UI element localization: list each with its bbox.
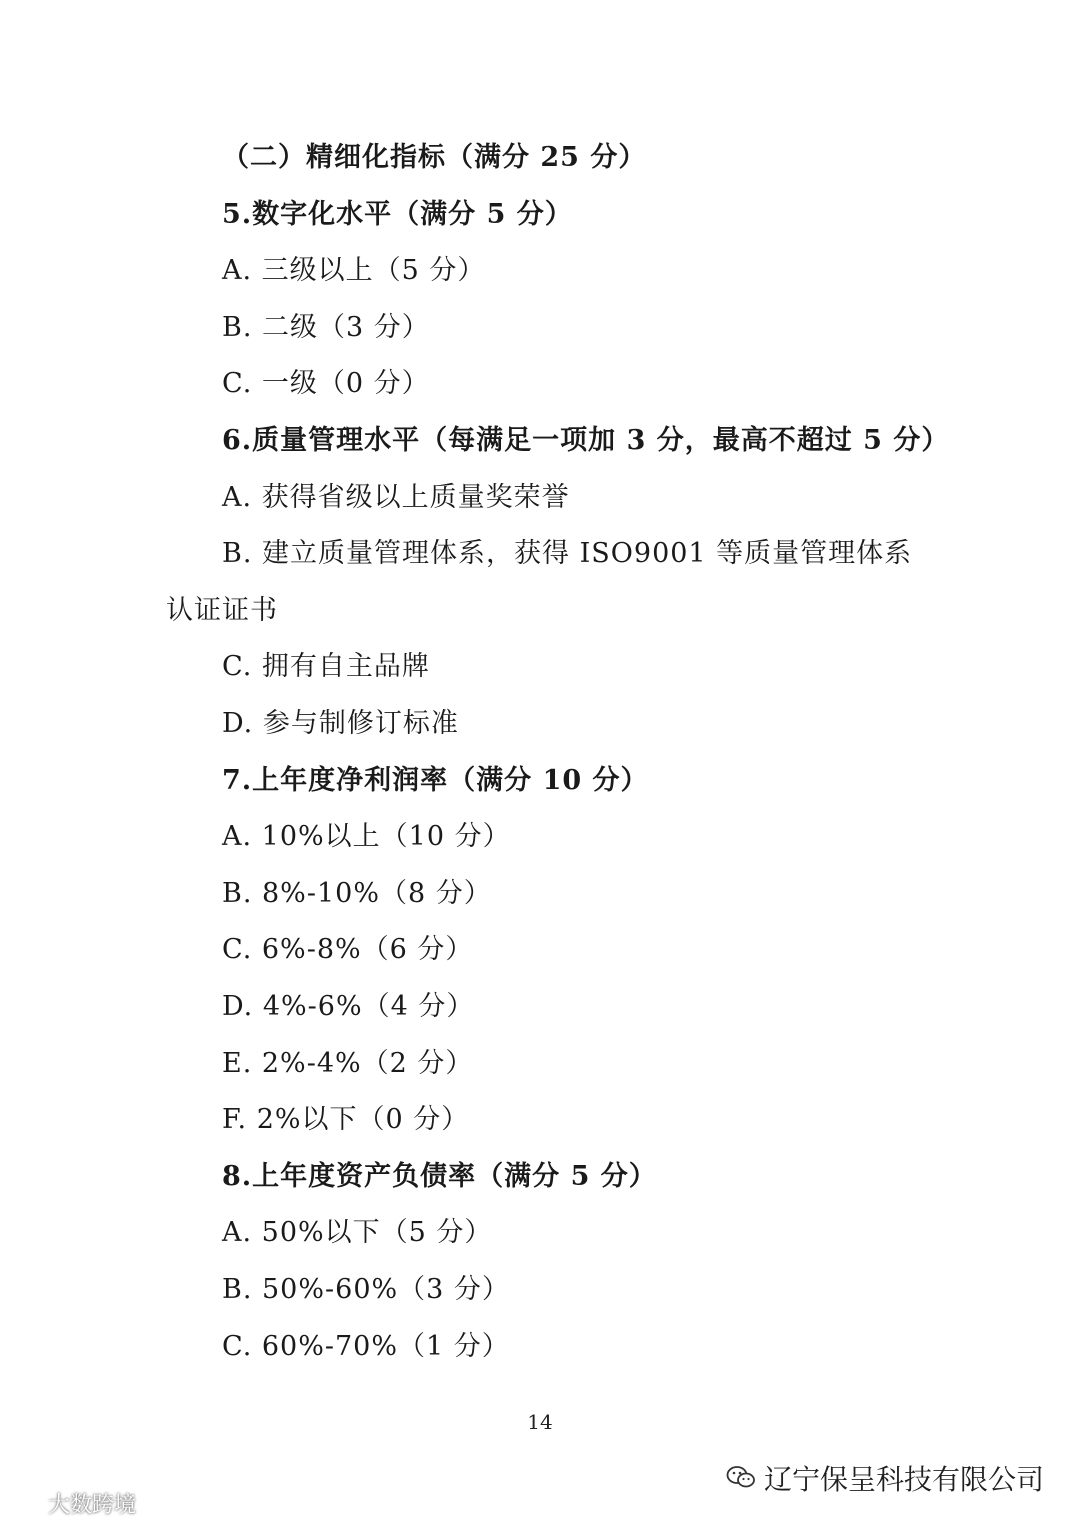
wechat-icon: [726, 1465, 756, 1491]
section-heading: 5.数字化水平（满分 5 分）: [222, 198, 573, 230]
list-item: C. 拥有自主品牌: [222, 651, 430, 683]
section-heading: 6.质量管理水平（每满足一项加 3 分，最高不超过 5 分）: [222, 425, 950, 456]
list-item: A. 三级以上（5 分）: [222, 255, 486, 287]
list-item: C. 60%-70%（1 分）: [222, 1330, 510, 1362]
list-item: D. 参与制修订标准: [222, 708, 459, 739]
list-item: 认证证书: [166, 594, 278, 626]
brand-logo-icon: [8, 1490, 42, 1517]
section-heading: 8.上年度资产负债率（满分 5 分）: [222, 1160, 657, 1192]
page-number: 14: [527, 1410, 553, 1434]
list-item: C. 一级（0 分）: [222, 368, 430, 400]
list-item: B. 二级（3 分）: [222, 311, 430, 343]
company-watermark: [726, 1458, 1044, 1498]
section-heading: 7.上年度净利润率（满分 10 分）: [222, 764, 649, 796]
list-item: F. 2%以下（0 分）: [222, 1104, 470, 1136]
company-watermark-text: 辽宁保呈科技有限公司: [763, 1463, 1044, 1496]
list-item: B. 建立质量管理体系，获得 ISO9001 等质量管理体系: [222, 538, 913, 570]
list-item: C. 6%-8%（6 分）: [222, 934, 474, 966]
brand-watermark-text: 大数跨境: [48, 1493, 137, 1518]
brand-watermark: [8, 1488, 136, 1519]
section-heading: （二）精细化指标（满分 25 分）: [222, 142, 647, 173]
list-item: A. 50%以下（5 分）: [222, 1217, 493, 1249]
list-item: A. 获得省级以上质量奖荣誉: [222, 481, 570, 513]
list-item: A. 10%以上（10 分）: [222, 821, 511, 853]
list-item: E. 2%-4%（2 分）: [222, 1047, 474, 1079]
list-item: D. 4%-6%（4 分）: [222, 991, 475, 1022]
list-item: B. 50%-60%（3 分）: [222, 1274, 510, 1305]
list-item: B. 8%-10%（8 分）: [222, 877, 492, 909]
